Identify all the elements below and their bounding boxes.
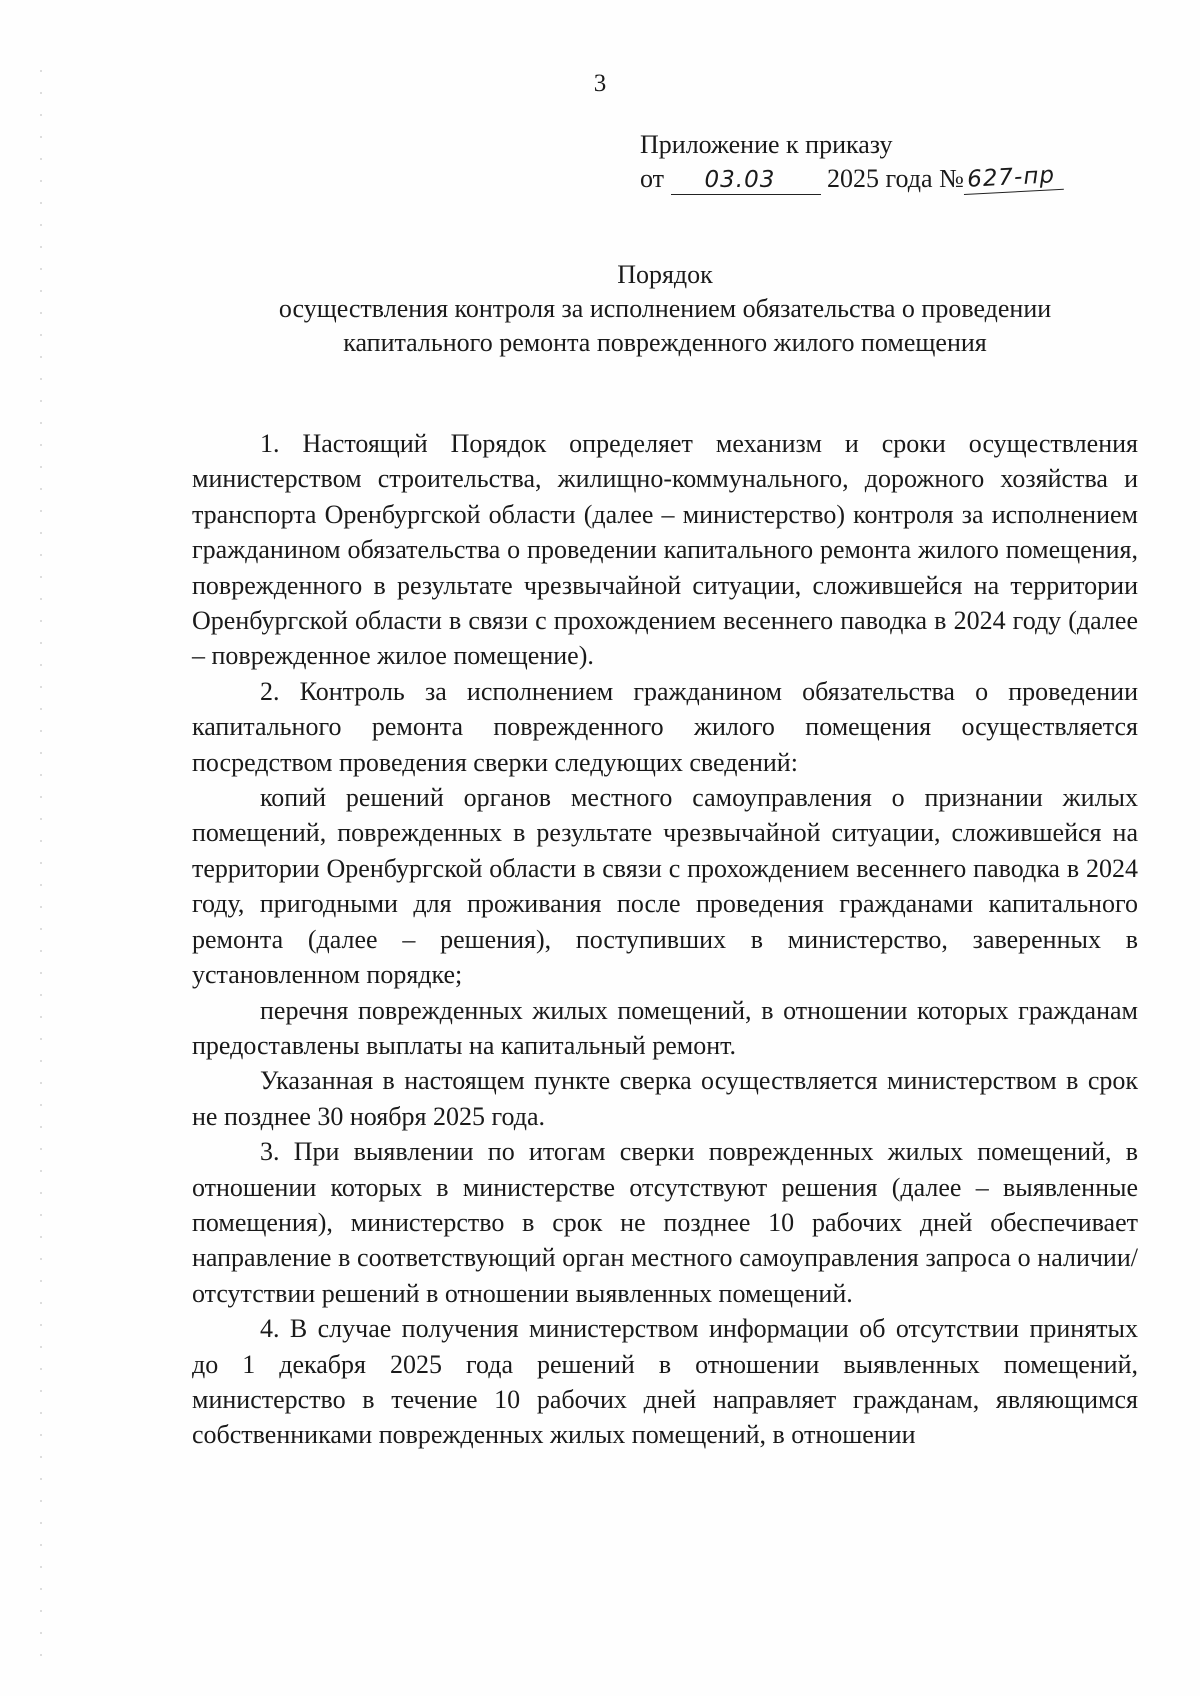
appendix-header xyxy=(640,128,1064,196)
title-line-3: капитального ремонта поврежденного жилого помещения xyxy=(343,328,987,357)
paragraph-4: 4. В случае получения министерством информации об отсутствии принятых до 1 декабря 2025 года решений в отношении выявленных помещений, министерство в течение 10 рабочих дней направляет гражданам, являющимся собственниками поврежденных жилых помещений, в отношении xyxy=(192,1314,1138,1450)
appendix-prefix: от xyxy=(640,164,665,193)
paragraph-2-item-2: перечня поврежденных жилых помещений, в отношении которых гражданам предоставлены выплаты на капитальный ремонт. xyxy=(192,995,1138,1060)
title-line-1: Порядок xyxy=(617,260,713,289)
document-body xyxy=(192,426,1138,1453)
paragraph-2: 2. Контроль за исполнением гражданином обязательства о проведении капитального ремонта поврежденного жилого помещения осуществляется посредством проведения сверки следующих сведений: xyxy=(192,676,1138,777)
appendix-date-line xyxy=(640,162,1064,196)
paragraph-2-note: Указанная в настоящем пункте сверка осуществляется министерством в срок не позднее 30 ноября 2025 года. xyxy=(192,1066,1138,1131)
title-line-2: осуществления контроля за исполнением обязательства о проведении xyxy=(278,294,1052,323)
paragraph-3: 3. При выявлении по итогам сверки поврежденных жилых помещений, в отношении которых в министерстве отсутствуют решения (далее – выявленные помещения), министерство в срок не позднее 10 рабочих дней обеспечивает направление в соответствующий орган местного самоуправления запроса о наличии/отсутствии решений в отношении выявленных помещений. xyxy=(192,1137,1138,1308)
handwritten-date: 03.03 xyxy=(671,166,821,195)
document-title xyxy=(190,258,1140,360)
appendix-title: Приложение к приказу xyxy=(640,130,893,159)
appendix-year: 2025 года № xyxy=(827,164,964,193)
handwritten-number: 627-пр xyxy=(962,161,1063,195)
paragraph-2-item-1: копий решений органов местного самоуправления о признании жилых помещений, поврежденных в результате чрезвычайной ситуации, сложившейся на территории Оренбургской области в связи с прохождением весеннего паводка в 2024 году, пригодными для проживания после проведения гражданами капитального ремонта (далее – решения), поступивших в министерство, заверенных в установленном порядке; xyxy=(192,783,1138,990)
page-number: 3 xyxy=(593,70,607,97)
scan-edge-artifact xyxy=(38,60,44,1660)
paragraph-1: 1. Настоящий Порядок определяет механизм и сроки осуществления министерством строительства, жилищно-коммунального, дорожного хозяйства и транспорта Оренбургской области (далее – министерство) контроля за исполнением гражданином обязательства о проведении капитального ремонта жилого помещения, поврежденного в результате чрезвычайной ситуации, сложившейся на территории Оренбургской области в связи с прохождением весеннего паводка в 2024 году (далее – поврежденное жилое помещение). xyxy=(192,429,1138,671)
